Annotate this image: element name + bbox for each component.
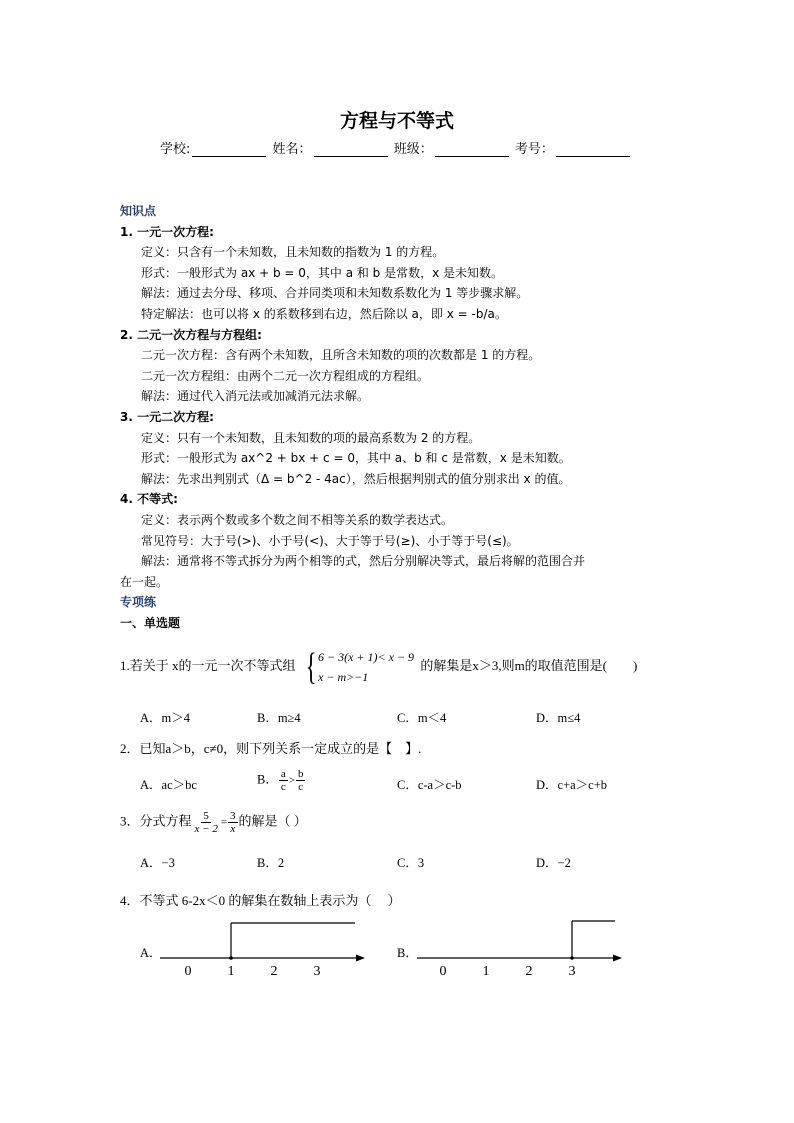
name-label: 姓名：: [272, 142, 312, 157]
q3-stem-pre: 3．分式方程: [120, 813, 192, 829]
q3-stem-post: 的解是（ ）: [238, 813, 307, 829]
knowledge-topic-heading: 3. 一元二次方程:: [120, 409, 214, 424]
school-label: 学校:: [160, 142, 191, 157]
tick-label-2: 2: [270, 964, 278, 979]
q2-option-d[interactable]: D．c+a＞c+b: [536, 778, 608, 792]
page-title: 方程与不等式: [339, 110, 454, 132]
knowledge-line: 形式：一般形式为 ax + b = 0，其中 a 和 b 是常数，x 是未知数。: [141, 265, 504, 280]
knowledge-topic-heading: 4. 不等式:: [120, 492, 178, 507]
exam-no-label: 考号：: [514, 142, 554, 157]
fraction-a-over-c: $\frac{a}{c}$: [280, 768, 286, 793]
axis-arrow-icon: [613, 955, 622, 962]
boundary-point: [570, 956, 574, 960]
tick-label-1: 1: [482, 964, 490, 979]
q3-option-c[interactable]: C．3: [397, 856, 425, 870]
name-field[interactable]: [314, 142, 388, 157]
tick-label-1: 1: [227, 964, 235, 979]
knowledge-line: 解法：通过去分母、移项、合并同类项和未知数系数化为 1 等步骤求解。: [141, 286, 529, 301]
question-3: [120, 810, 307, 835]
q4-option-a-label[interactable]: A．: [140, 946, 162, 960]
tick-label-2: 2: [525, 964, 533, 979]
tick-label-3: 3: [313, 964, 321, 979]
question-1: [120, 647, 637, 687]
q2-option-b-op: >: [288, 774, 295, 787]
knowledge-line: 二元一次方程：含有两个未知数，且所含未知数的项的次数都是 1 的方程。: [141, 348, 541, 363]
practice-heading: 专项练: [120, 595, 157, 610]
exam-no-field[interactable]: [556, 142, 630, 157]
knowledge-heading: 知识点: [120, 204, 157, 218]
knowledge-line: 在一起。: [120, 574, 169, 589]
knowledge-topic-heading: 2. 二元一次方程与方程组:: [120, 327, 262, 342]
fraction-5-over-x-minus-2: $\frac{5}{x - 2}$: [194, 810, 218, 835]
q4-option-b-label[interactable]: B．: [397, 946, 418, 960]
knowledge-line: 形式：一般形式为 ax^2 + bx + c = 0，其中 a、b 和 c 是常数，x 是未知数。: [141, 451, 571, 466]
q3-option-d[interactable]: D．−2: [536, 856, 571, 870]
q1-option-d[interactable]: D．m≤4: [536, 711, 581, 725]
q2-option-a[interactable]: A．ac＞bc: [140, 778, 197, 792]
knowledge-line: 定义：只含有一个未知数，且未知数的指数为 1 的方程。: [141, 245, 445, 260]
knowledge-line: 定义：表示两个数或多个数之间不相等关系的数学表达式。: [141, 512, 454, 527]
knowledge-line: 常见符号：大于号(>)、小于号(<)、大于等于号(≥)、小于等于号(≤)。: [141, 533, 519, 548]
student-info: [160, 138, 632, 157]
q2-option-c[interactable]: C．c-a＞c-b: [397, 778, 462, 792]
q1-system-line-2: x − m>−1: [318, 670, 369, 684]
q3-equals: =: [220, 816, 228, 829]
tick-label-0: 0: [439, 964, 447, 979]
tick-label-0: 0: [184, 964, 192, 979]
class-field[interactable]: [435, 142, 509, 157]
q1-option-b[interactable]: B．m≥4: [257, 711, 301, 725]
knowledge-line: 解法：通常将不等式拆分为两个相等的式，然后分别解决等式，最后将解的范围合并: [141, 554, 586, 569]
tick-label-3: 3: [568, 964, 576, 979]
q1-system-line-1: 6 − 3(x + 1)< x − 9: [318, 650, 415, 664]
section-heading: 一、单选题: [120, 615, 181, 630]
q4-number-line-b[interactable]: [417, 915, 627, 980]
knowledge-line: 解法：先求出判别式（Δ = b^2 - 4ac），然后根据判别式的值分别求出 x 的值。: [141, 471, 571, 486]
boundary-point: [229, 956, 233, 960]
knowledge-line: 解法：通过代入消元法或加减消元法求解。: [141, 389, 370, 404]
q1-option-c[interactable]: C．m＜4: [397, 711, 447, 725]
question-4: 4．不等式 6-2x＜0 的解集在数轴上表示为（ ）: [120, 893, 401, 908]
q2-option-b[interactable]: [257, 768, 306, 793]
class-label: 班级：: [393, 142, 433, 157]
q3-option-a[interactable]: A．−3: [140, 856, 175, 870]
fraction-3-over-x: $\frac{3}{x}$: [230, 810, 236, 835]
fraction-b-over-c: $\frac{b}{c}$: [297, 768, 304, 793]
q1-stem-post: 的解集是x＞3,则m的取值范围是( ): [420, 657, 638, 673]
q1-stem-pre: 1.若关于 x的一元一次不等式组: [120, 657, 296, 673]
knowledge-section: [120, 201, 585, 633]
question-2: 2．已知a＞b，c≠0，则下列关系一定成立的是【 】.: [120, 741, 422, 756]
brace-icon: {: [305, 646, 317, 688]
q3-option-b[interactable]: B．2: [257, 856, 285, 870]
q1-inequality-system: [302, 647, 414, 687]
knowledge-line: 特定解法：也可以将 x 的系数移到右边，然后除以 a，即 x = -b/a。: [141, 306, 507, 321]
knowledge-line: 定义：只有一个未知数，且未知数的项的最高系数为 2 的方程。: [141, 430, 481, 445]
q2-option-b-label: B．: [257, 772, 278, 787]
q4-number-line-a[interactable]: [160, 915, 370, 980]
knowledge-topic-heading: 1. 一元一次方程:: [120, 224, 214, 239]
q1-option-a[interactable]: A．m＞4: [140, 711, 191, 725]
axis-arrow-icon: [356, 955, 365, 962]
school-field[interactable]: [192, 142, 266, 157]
knowledge-lines: [120, 222, 585, 593]
knowledge-line: 二元一次方程组：由两个二元一次方程组成的方程组。: [141, 368, 430, 383]
